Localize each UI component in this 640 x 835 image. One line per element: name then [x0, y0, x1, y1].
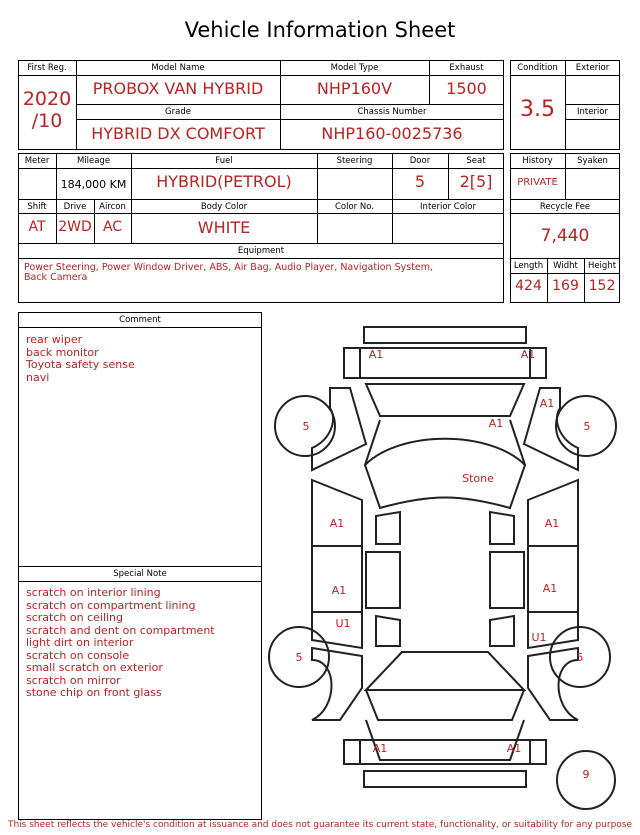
- chassis-number-label: Chassis Number: [357, 107, 427, 117]
- disclaimer-footer: This sheet reflects the vehicle's condition at issuance and does not guarantee its current state, functionality, or suitability for any purpose: [7, 820, 633, 830]
- history-value: PRIVATE: [517, 177, 558, 188]
- syaken-label: Syaken: [577, 156, 608, 166]
- grade-value: HYBRID DX COMFORT: [91, 124, 265, 143]
- shift-value: AT: [28, 219, 46, 235]
- model-name-label: Model Name: [151, 63, 205, 73]
- mileage-label: Mileage: [76, 156, 111, 166]
- equipment-value: Power Steering, Power Window Driver, ABS, Air Bag, Audio Player, Navigation System,: [24, 262, 434, 273]
- special-note-label: Special Note: [113, 569, 167, 579]
- mark-left-rear-quarter: U1: [335, 617, 351, 630]
- steering-label: Steering: [336, 156, 373, 166]
- mileage-value: 184,000 KM: [60, 178, 127, 191]
- interior-label: Interior: [576, 107, 608, 117]
- special-note-list: [26, 587, 215, 700]
- fuel-value: HYBRID(PETROL): [156, 172, 292, 191]
- first-reg-month: /10: [31, 110, 63, 132]
- seat-value: 2[5]: [459, 172, 493, 191]
- first-reg-label: First Reg.: [27, 63, 67, 73]
- mark-right-rear-quarter: U1: [531, 631, 547, 644]
- mark-front-bumper-right: A1: [520, 348, 536, 361]
- mark-front-left-fender: A1: [488, 417, 504, 430]
- special-note-line: stone chip on front glass: [26, 686, 162, 699]
- body-color-label: Body Color: [200, 202, 248, 212]
- color-no-label: Color No.: [334, 202, 374, 212]
- first-reg-year: 2020: [22, 88, 72, 110]
- exhaust-label: Exhaust: [449, 63, 484, 73]
- condition-label: Condition: [517, 63, 558, 73]
- special-note-line: small scratch on exterior: [26, 661, 163, 674]
- equipment-value-line2: Back Camera: [24, 272, 88, 283]
- model-type-label: Model Type: [330, 63, 379, 73]
- recycle-fee-value: 7,440: [540, 226, 590, 246]
- width-value: 169: [552, 278, 579, 294]
- mark-rear-bumper-left: A1: [372, 742, 388, 755]
- mark-rear-bumper-right: A1: [506, 742, 522, 755]
- width-label: Widht: [553, 261, 578, 271]
- recycle-fee-label: Recycle Fee: [539, 202, 591, 212]
- door-label: Door: [409, 156, 431, 166]
- mark-windshield: Stone: [462, 472, 494, 485]
- comment-line: Toyota safety sense: [26, 358, 135, 371]
- comment-line: rear wiper: [26, 333, 83, 346]
- interior-color-label: Interior Color: [420, 202, 476, 212]
- sheet-title: Vehicle Information Sheet: [184, 18, 456, 42]
- car-damage-diagram: [268, 318, 620, 818]
- height-label: Height: [587, 261, 617, 271]
- history-label: History: [522, 156, 553, 166]
- exhaust-value: 1500: [446, 79, 487, 98]
- door-value: 5: [414, 172, 426, 191]
- model-name-value: PROBOX VAN HYBRID: [92, 79, 264, 98]
- mark-left-rear-door: A1: [331, 584, 347, 597]
- height-value: 152: [588, 278, 616, 294]
- comment-list: [26, 334, 135, 384]
- grade-label: Grade: [165, 107, 191, 117]
- chassis-number-value: NHP160-0025736: [321, 124, 463, 143]
- mark-tire-front-right: 5: [583, 420, 591, 433]
- special-note-line: scratch on ceiling: [26, 611, 124, 624]
- exterior-label: Exterior: [575, 63, 610, 73]
- shift-label: Shift: [27, 202, 47, 212]
- equipment-label: Equipment: [237, 246, 285, 256]
- fuel-label: Fuel: [215, 156, 233, 166]
- comment-line: back monitor: [26, 345, 99, 359]
- aircon-label: Aircon: [99, 202, 126, 212]
- body-color-value: WHITE: [197, 218, 251, 237]
- drive-label: Drive: [63, 202, 87, 212]
- special-note-line: scratch on interior lining: [26, 586, 161, 599]
- mark-front-right-fender: A1: [539, 397, 555, 410]
- mark-tire-rear-left: 5: [295, 651, 303, 664]
- condition-score: 3.5: [520, 97, 555, 122]
- length-value: 424: [515, 278, 542, 294]
- comment-label: Comment: [119, 315, 161, 325]
- special-note-line: scratch and dent on compartment: [26, 623, 215, 637]
- comment-line: navi: [26, 370, 50, 384]
- mark-right-front-door: A1: [544, 517, 560, 530]
- special-note-line: scratch on mirror: [26, 673, 121, 687]
- meter-label: Meter: [24, 156, 50, 166]
- mark-right-rear-door: A1: [542, 582, 558, 595]
- mark-left-front-door: A1: [329, 517, 345, 530]
- length-label: Length: [513, 261, 544, 271]
- drive-value: 2WD: [58, 219, 92, 235]
- seat-label: Seat: [466, 156, 486, 166]
- mark-front-bumper-left: A1: [368, 348, 384, 361]
- special-note-line: scratch on compartment lining: [26, 598, 196, 612]
- mark-tire-front-left: 5: [302, 420, 310, 433]
- special-note-line: scratch on console: [26, 648, 130, 662]
- aircon-value: AC: [102, 219, 123, 235]
- mark-spare-tire: 9: [582, 768, 590, 781]
- mark-tire-rear-right: 5: [576, 651, 584, 664]
- model-type-value: NHP160V: [316, 79, 393, 98]
- special-note-line: light dirt on interior: [26, 636, 134, 649]
